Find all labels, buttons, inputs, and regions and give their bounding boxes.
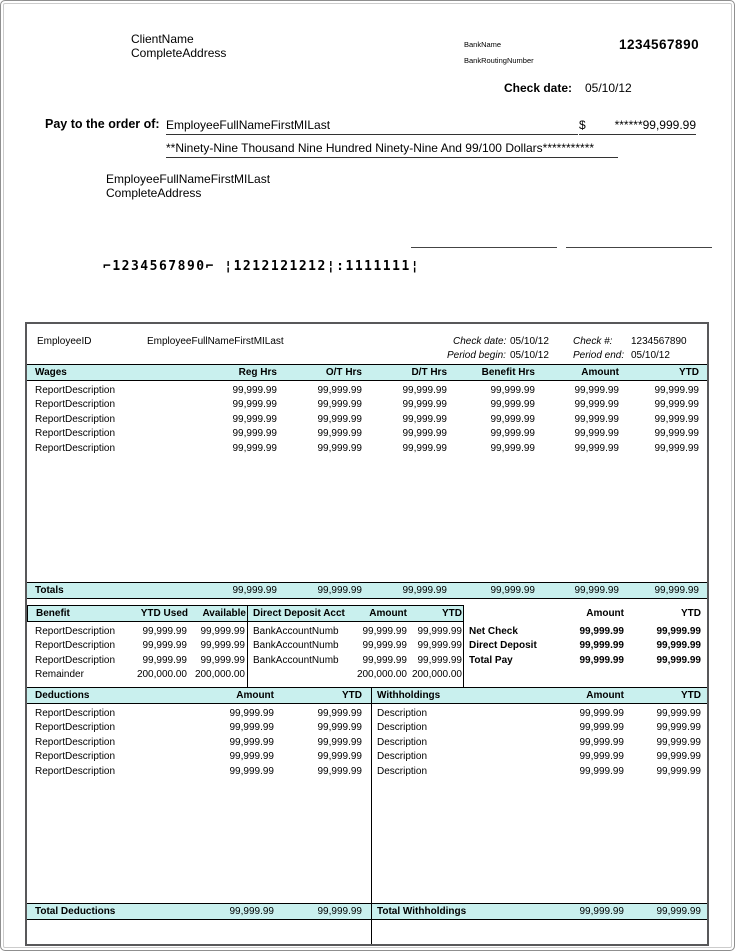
- dd-amount: 200,000.00: [356, 669, 407, 681]
- total-deductions-label: Total Deductions: [35, 906, 116, 917]
- bank-routing-number: BankRoutingNumber: [464, 56, 534, 65]
- deductions-col-ytd: YTD: [342, 690, 362, 701]
- wages-total-ot: 99,999.99: [317, 585, 362, 596]
- wages-totals-label: Totals: [35, 585, 64, 596]
- total-pay-row: [469, 653, 701, 668]
- wage-desc: ReportDescription: [35, 442, 116, 454]
- direct-deposit-row: [253, 653, 462, 668]
- wage-ot: 99,999.99: [317, 384, 362, 396]
- wages-row: [27, 427, 707, 442]
- wage-ytd: 99,999.99: [654, 413, 699, 425]
- withholdings-col-ytd: YTD: [681, 690, 701, 701]
- wages-total-reg: 99,999.99: [232, 585, 277, 596]
- wage-ot: 99,999.99: [317, 413, 362, 425]
- withholding-amount: 99,999.99: [579, 722, 624, 734]
- direct-deposit-header-row: [247, 605, 464, 622]
- benefit-remainder-row: [35, 668, 245, 683]
- payee-full-name: EmployeeFullNameFirstMILast: [106, 172, 271, 186]
- wage-reg: 99,999.99: [232, 442, 277, 454]
- client-name: ClientName: [131, 32, 194, 46]
- client-address: CompleteAddress: [131, 46, 227, 60]
- summary-amount-header: Amount: [586, 608, 624, 619]
- withholding-amount: 99,999.99: [579, 765, 624, 777]
- withholding-ytd: 99,999.99: [656, 736, 701, 748]
- divider-line: [463, 605, 464, 687]
- dd-ytd: 99,999.99: [417, 625, 462, 637]
- wages-total-ben: 99,999.99: [490, 585, 535, 596]
- dd-account: BankAccountNumb: [253, 654, 339, 666]
- dd-col-title: Direct Deposit Acct: [253, 608, 345, 619]
- wage-amt: 99,999.99: [574, 413, 619, 425]
- wage-dt: 99,999.99: [402, 413, 447, 425]
- deduction-row: [35, 706, 365, 721]
- wage-dt: 99,999.99: [402, 428, 447, 440]
- wage-dt: 99,999.99: [402, 399, 447, 411]
- benefit-ytd-used: 99,999.99: [142, 654, 187, 666]
- payee-address: CompleteAddress: [106, 186, 202, 200]
- deductions-rows: [35, 706, 365, 779]
- withholding-desc: Description: [377, 736, 428, 748]
- benefit-rows: [35, 624, 245, 682]
- withholding-desc: Description: [377, 707, 428, 719]
- amount-words: **Ninety-Nine Thousand Nine Hundred Ninety-Nine And 99/100 Dollars***********: [166, 141, 595, 155]
- wage-desc: ReportDescription: [35, 428, 116, 440]
- dd-col-amount: Amount: [369, 608, 407, 619]
- wage-dt: 99,999.99: [402, 442, 447, 454]
- benefit-available: 99,999.99: [200, 654, 245, 666]
- wages-col-title: Wages: [35, 367, 67, 378]
- deduction-desc: ReportDescription: [35, 722, 116, 734]
- bank-block: [464, 40, 534, 65]
- benefit-available: 200,000.00: [194, 669, 245, 681]
- wage-amt: 99,999.99: [574, 384, 619, 396]
- summary-ytd: 99,999.99: [656, 654, 701, 666]
- wages-header-row: [27, 364, 707, 381]
- wage-ytd: 99,999.99: [654, 442, 699, 454]
- wage-amt: 99,999.99: [574, 442, 619, 454]
- bank-name: BankName: [464, 40, 502, 49]
- amount-words-line: [166, 138, 618, 158]
- withholding-desc: Description: [377, 765, 428, 777]
- withholding-amount: 99,999.99: [579, 707, 624, 719]
- withholding-desc: Description: [377, 722, 428, 734]
- withholding-row: [377, 750, 701, 765]
- deductions-col-amount: Amount: [236, 690, 274, 701]
- benefit-available: 99,999.99: [200, 625, 245, 637]
- wages-total-ytd: 99,999.99: [654, 585, 699, 596]
- wages-row: [27, 398, 707, 413]
- direct-deposit-total-row: [469, 639, 701, 654]
- withholding-row: [377, 764, 701, 779]
- pay-to-label: Pay to the order of:: [45, 117, 160, 131]
- deduction-row: [35, 721, 365, 736]
- wage-ben: 99,999.99: [490, 413, 535, 425]
- wage-reg: 99,999.99: [232, 428, 277, 440]
- benefit-desc: Remainder: [35, 669, 84, 681]
- amount-line: [579, 113, 696, 135]
- wages-total-dt: 99,999.99: [402, 585, 447, 596]
- wages-col-amount: Amount: [581, 367, 619, 378]
- withholdings-rows: [377, 706, 701, 779]
- deduction-desc: ReportDescription: [35, 736, 116, 748]
- deduction-row: [35, 750, 365, 765]
- deduction-desc: ReportDescription: [35, 765, 116, 777]
- stub-check-date-label: Check date:: [453, 336, 507, 347]
- withholding-ytd: 99,999.99: [656, 722, 701, 734]
- benefit-desc: ReportDescription: [35, 640, 116, 652]
- withholdings-col-amount: Amount: [586, 690, 624, 701]
- wage-reg: 99,999.99: [232, 413, 277, 425]
- client-address-block: [131, 32, 226, 60]
- currency-symbol: $: [579, 118, 586, 132]
- dd-ytd: 200,000.00: [411, 669, 462, 681]
- benefit-row: [35, 624, 245, 639]
- wage-desc: ReportDescription: [35, 413, 116, 425]
- stub-check-date: 05/10/12: [510, 336, 549, 347]
- stub-employee-name: EmployeeFullNameFirstMILast: [147, 336, 284, 347]
- wage-ben: 99,999.99: [490, 428, 535, 440]
- summary-ytd: 99,999.99: [656, 625, 701, 637]
- direct-deposit-remainder-row: [253, 668, 462, 683]
- deduction-row: [35, 764, 365, 779]
- total-withholdings-amount: 99,999.99: [579, 906, 624, 917]
- wage-ben: 99,999.99: [490, 399, 535, 411]
- wage-ben: 99,999.99: [490, 384, 535, 396]
- summary-ytd-header: YTD: [681, 608, 701, 619]
- dd-amount: 99,999.99: [362, 640, 407, 652]
- withholding-row: [377, 706, 701, 721]
- deduction-amount: 99,999.99: [229, 736, 274, 748]
- deduction-desc: ReportDescription: [35, 751, 116, 763]
- withholding-ytd: 99,999.99: [656, 707, 701, 719]
- payee-line: [166, 113, 578, 135]
- wages-col-ot-hrs: O/T Hrs: [325, 367, 362, 378]
- wage-ot: 99,999.99: [317, 399, 362, 411]
- wage-reg: 99,999.99: [232, 384, 277, 396]
- deduction-amount: 99,999.99: [229, 765, 274, 777]
- wages-total-amt: 99,999.99: [574, 585, 619, 596]
- period-end-label: Period end:: [573, 350, 625, 361]
- bottom-totals-row: [27, 903, 707, 920]
- deduction-amount: 99,999.99: [229, 751, 274, 763]
- direct-deposit-row: [253, 624, 462, 639]
- withholding-row: [377, 735, 701, 750]
- check-date-label: Check date:: [504, 81, 573, 95]
- signature-line: [411, 247, 557, 248]
- withholdings-col-title: Withholdings: [377, 690, 441, 701]
- deduction-ytd: 99,999.99: [317, 736, 362, 748]
- wage-reg: 99,999.99: [232, 399, 277, 411]
- benefit-available: 99,999.99: [200, 640, 245, 652]
- dd-col-ytd: YTD: [442, 608, 462, 619]
- total-deductions-amount: 99,999.99: [229, 906, 274, 917]
- withholding-amount: 99,999.99: [579, 736, 624, 748]
- wage-ytd: 99,999.99: [654, 384, 699, 396]
- wages-col-dt-hrs: D/T Hrs: [411, 367, 447, 378]
- benefit-row: [35, 639, 245, 654]
- benefit-ytd-used: 99,999.99: [142, 625, 187, 637]
- deduction-ytd: 99,999.99: [317, 765, 362, 777]
- deduction-amount: 99,999.99: [229, 722, 274, 734]
- benefit-col-ytd-used: YTD Used: [140, 608, 188, 619]
- summary-label: Direct Deposit: [469, 640, 537, 652]
- wages-row: [27, 412, 707, 427]
- divider-line: [371, 687, 372, 944]
- total-deductions-ytd: 99,999.99: [317, 906, 362, 917]
- payee-name: EmployeeFullNameFirstMILast: [166, 118, 331, 132]
- deduction-ytd: 99,999.99: [317, 751, 362, 763]
- withholding-row: [377, 721, 701, 736]
- period-begin-date: 05/10/12: [510, 350, 549, 361]
- signature-line: [566, 247, 712, 248]
- wages-rows: [27, 383, 707, 456]
- wages-row: [27, 383, 707, 398]
- wages-col-ytd: YTD: [679, 367, 699, 378]
- benefit-desc: ReportDescription: [35, 625, 116, 637]
- benefit-header-row: [27, 605, 248, 622]
- wages-row: [27, 441, 707, 456]
- stub-check-number-label: Check #:: [573, 336, 613, 347]
- wage-ytd: 99,999.99: [654, 399, 699, 411]
- summary-amount: 99,999.99: [579, 640, 624, 652]
- check-date-value: 05/10/12: [585, 81, 632, 95]
- direct-deposit-row: [253, 639, 462, 654]
- wage-dt: 99,999.99: [402, 384, 447, 396]
- dd-ytd: 99,999.99: [417, 654, 462, 666]
- dd-amount: 99,999.99: [362, 625, 407, 637]
- check-number: 1234567890: [619, 37, 700, 52]
- wage-ot: 99,999.99: [317, 442, 362, 454]
- total-withholdings-ytd: 99,999.99: [656, 906, 701, 917]
- pay-summary-rows: [469, 624, 701, 668]
- wage-amt: 99,999.99: [574, 428, 619, 440]
- summary-amount: 99,999.99: [579, 654, 624, 666]
- deduction-ytd: 99,999.99: [317, 707, 362, 719]
- direct-deposit-rows: [253, 624, 462, 682]
- dd-account: BankAccountNumb: [253, 640, 339, 652]
- withholding-desc: Description: [377, 751, 428, 763]
- summary-label: Total Pay: [469, 654, 513, 666]
- stub-check-number: 1234567890: [631, 336, 687, 347]
- benefit-ytd-used: 99,999.99: [142, 640, 187, 652]
- benefit-ytd-used: 200,000.00: [136, 669, 187, 681]
- deductions-header-row: [27, 687, 707, 704]
- payee-address-block: [106, 172, 270, 200]
- withholding-ytd: 99,999.99: [656, 751, 701, 763]
- dd-account: BankAccountNumb: [253, 625, 339, 637]
- wage-amt: 99,999.99: [574, 399, 619, 411]
- summary-amount: 99,999.99: [579, 625, 624, 637]
- divider-line: [247, 605, 248, 687]
- wage-ben: 99,999.99: [490, 442, 535, 454]
- micr-line: ⌐1234567890⌐ ¦1212121212¦:1111111¦: [103, 259, 421, 274]
- check-amount: ******99,999.99: [614, 118, 696, 132]
- deduction-desc: ReportDescription: [35, 707, 116, 719]
- benefit-col-title: Benefit: [36, 608, 70, 619]
- period-end-date: 05/10/12: [631, 350, 670, 361]
- summary-ytd: 99,999.99: [656, 640, 701, 652]
- benefit-col-available: Available: [202, 608, 246, 619]
- total-withholdings-label: Total Withholdings: [377, 906, 467, 917]
- benefit-row: [35, 653, 245, 668]
- net-check-row: [469, 624, 701, 639]
- wage-desc: ReportDescription: [35, 399, 116, 411]
- pay-stub-panel: [25, 322, 709, 946]
- wages-col-benefit-hrs: Benefit Hrs: [481, 367, 535, 378]
- wage-ot: 99,999.99: [317, 428, 362, 440]
- wages-col-reg-hrs: Reg Hrs: [238, 367, 277, 378]
- deduction-amount: 99,999.99: [229, 707, 274, 719]
- wage-desc: ReportDescription: [35, 384, 116, 396]
- summary-label: Net Check: [469, 625, 518, 637]
- wage-ytd: 99,999.99: [654, 428, 699, 440]
- benefit-desc: ReportDescription: [35, 654, 116, 666]
- dd-amount: 99,999.99: [362, 654, 407, 666]
- deduction-row: [35, 735, 365, 750]
- wages-totals-row: [27, 582, 707, 599]
- dd-ytd: 99,999.99: [417, 640, 462, 652]
- withholding-amount: 99,999.99: [579, 751, 624, 763]
- deductions-col-title: Deductions: [35, 690, 90, 701]
- employee-id-label: EmployeeID: [37, 336, 92, 347]
- withholding-ytd: 99,999.99: [656, 765, 701, 777]
- period-begin-label: Period begin:: [447, 350, 506, 361]
- deduction-ytd: 99,999.99: [317, 722, 362, 734]
